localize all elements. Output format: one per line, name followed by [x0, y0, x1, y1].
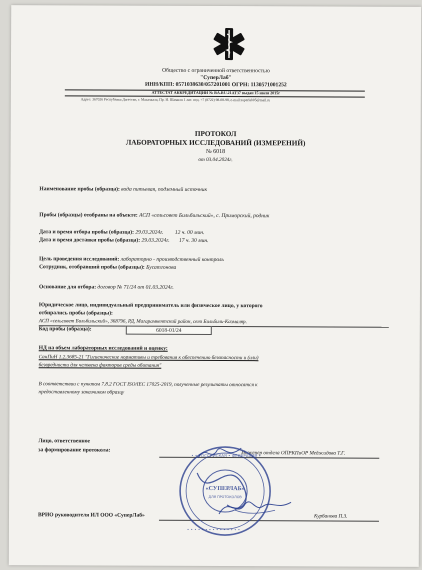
taken-date-value: 29.03.2024г. [135, 229, 164, 236]
sample-name-value: вода питьевая, подземный источник [121, 186, 208, 193]
nd-label: НД на объем лабораторных исследований и оценку: [38, 345, 168, 352]
sample-name-label: Наименование пробы (образца): [39, 186, 120, 193]
delivery-date-label: Дата и время доставки пробы (образца): [39, 237, 141, 244]
responsible-label-2: за формирование протокола: [38, 447, 111, 454]
taken-at-value: АСП «сельсовет Бильбильский», с. Приморский, родник [139, 212, 270, 220]
note-line-2: предоставленному заказчиком образцу [38, 389, 125, 396]
sample-name-row [39, 186, 207, 193]
purpose-row [39, 256, 224, 263]
code-value-box: 6018-01/24 [126, 326, 212, 335]
svg-text:• • РОССИЙСКАЯ • ФЕДЕРАЦИЯ •: • • РОССИЙСКАЯ • ФЕДЕРАЦИЯ • [191, 452, 262, 459]
org-address: Адрес: 367026 Республика Дагестан, г. Махачкала, Пр. И. Шамиля 1 лит. под. +7 (8722) 98-08-98, e-mail:superlab05@mail.ru [80, 97, 271, 103]
basis-label: Основание для отбора: [38, 284, 97, 291]
employee-label: Сотрудник, отобравший пробы (образцы): [39, 264, 145, 271]
head-label: ВРИО руководителя ИЛ ООО «СуперЛаб» [37, 512, 145, 519]
org-name-line2: "СуперЛаб" [200, 74, 232, 82]
entity-label-1: Юридическое лицо, индивидуальный предприниматель или физическое лицо, у которого [38, 302, 263, 310]
protocol-number: № 6018 [205, 148, 226, 156]
employee-value: Бусатгонова [146, 264, 177, 271]
document-page [9, 5, 421, 567]
delivery-time-value: 17 ч. 30 мин. [179, 237, 209, 244]
responsible-label-1: Лицо, ответственное [38, 438, 90, 445]
entity-value: АСП «сельсовет Бильбильский», 368796, РД, Магарамкентский район, село Бильбиль-Казмаляр. [38, 318, 247, 326]
delivery-date-row [39, 237, 208, 244]
protocol-title: ПРОТОКОЛ [194, 129, 237, 139]
org-ids: ИНН/КПП: 0571038630/057201001 ОГРН: 1130571001252 [145, 81, 287, 89]
head-value: Курбанова П.З. [313, 513, 348, 520]
purpose-label: Цель проведения исследований: [39, 256, 120, 263]
protocol-subtitle: ЛАБОРАТОРНЫХ ИССЛЕДОВАНИЙ (ИЗМЕРЕНИЙ) [125, 138, 306, 148]
employee-row [39, 264, 176, 271]
taken-at-label: Пробы (образцы) отобраны на объекте: [39, 212, 138, 219]
org-accreditation: АТТЕСТАТ АККРЕДИТАЦИИ № RA.RU.21AT37 выдан 15 июля 2015г [151, 89, 281, 96]
purpose-value: лабораторно - производственный контроль [120, 256, 224, 264]
signature-head [215, 492, 295, 522]
responsible-value: Инженер отдела ОПРКПиОР Меджидова Т.Г. [241, 450, 346, 457]
stamp-center-text: «СУПЕРЛАБ» [205, 485, 245, 493]
nd-value-1: СанПиН 1.2.3685-21 "Гигиенические нормативы и требования к обеспечению безопасности и (или) [38, 354, 259, 362]
code-label: Код пробы (образца): [38, 326, 92, 333]
star-of-life-logo-icon [207, 24, 251, 64]
code-row [39, 326, 92, 332]
taken-time-value: 12 ч. 00 мин. [174, 229, 205, 236]
note-line-1: В соответствии с пунктом 7.8.2 ГОСТ ISO/IEC 17025-2019, полученные результаты относятся к [38, 381, 258, 389]
nd-value-2: безвредности для человека факторов среды обитания" [38, 362, 162, 369]
basis-value: договор № 71/24 от 01.03.2024г. [97, 284, 174, 291]
stamp-center-small: ДЛЯ ПРОТОКОЛОВ [208, 494, 242, 500]
protocol-date: от 03.04.2024г. [198, 156, 233, 164]
taken-date-row [39, 229, 204, 236]
entity-label-2: отбирались пробы (образцы): [38, 310, 113, 317]
basis-row [39, 284, 174, 291]
taken-at-row [39, 212, 269, 219]
signature-responsible [195, 442, 245, 464]
svg-text:• • • • • • • • • • • • • • •: • • • • • • • • • • • • • • • [186, 526, 241, 533]
delivery-date-value: 29.03.2024г. [141, 237, 170, 244]
taken-date-label: Дата и время отбора пробы (образца): [39, 229, 134, 236]
org-name-line1: Общество с ограниченной ответственностью [162, 67, 270, 75]
